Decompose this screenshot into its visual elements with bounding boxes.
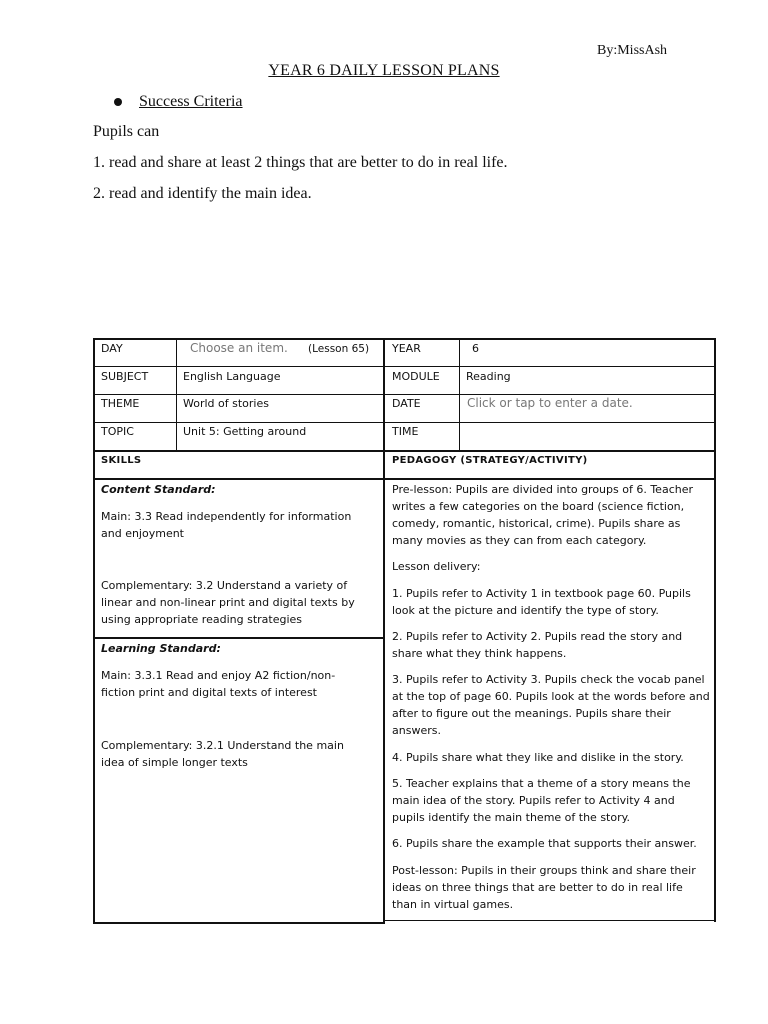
pedagogy-heading: PEDAGOGY (STRATEGY/ACTIVITY) bbox=[392, 455, 588, 466]
content-standard-label: Content Standard: bbox=[101, 483, 216, 496]
topic-label: TOPIC bbox=[101, 425, 134, 438]
skills-heading: SKILLS bbox=[101, 455, 142, 466]
learning-standard-label: Learning Standard: bbox=[101, 642, 221, 655]
day-select[interactable]: Choose an item. bbox=[190, 341, 288, 355]
topic-value: Unit 5: Getting around bbox=[183, 425, 307, 438]
year-label: YEAR bbox=[392, 342, 421, 355]
subject-label: SUBJECT bbox=[101, 370, 149, 383]
delivery-step-2: 2. Pupils refer to Activity 2. Pupils read the story and share what they think happens. bbox=[392, 630, 683, 660]
year-value: 6 bbox=[472, 342, 479, 355]
skills-divider bbox=[93, 637, 384, 639]
document-title: YEAR 6 DAILY LESSON PLANS bbox=[268, 62, 500, 79]
module-label: MODULE bbox=[392, 370, 440, 383]
theme-value: World of stories bbox=[183, 397, 269, 410]
delivery-step-5: 5. Teacher explains that a theme of a story means the main idea of the story. Pupils refer to Activity 4 and pupils identify the main theme of the story. bbox=[392, 777, 691, 824]
row-divider bbox=[93, 478, 716, 480]
module-value: Reading bbox=[466, 370, 511, 383]
criteria-item-2: 2. read and identify the main idea. bbox=[93, 185, 312, 202]
table-border-bottom-left bbox=[93, 922, 384, 924]
bullet-icon bbox=[114, 98, 122, 106]
table-border-right bbox=[714, 338, 716, 922]
learning-standard-main: Main: 3.3.1 Read and enjoy A2 fiction/non-fiction print and digital texts of interest bbox=[101, 669, 336, 699]
col-divider bbox=[459, 338, 460, 450]
lesson-number: (Lesson 65) bbox=[308, 343, 370, 355]
post-lesson: Post-lesson: Pupils in their groups think and share their ideas on three things that are better to do in real life than in virtual games. bbox=[392, 864, 696, 911]
table-border-left bbox=[93, 338, 95, 924]
lesson-delivery-label: Lesson delivery: bbox=[392, 560, 481, 573]
author-credit: By:MissAsh bbox=[597, 43, 668, 58]
theme-label: THEME bbox=[101, 397, 140, 410]
criteria-item-1: 1. read and share at least 2 things that are better to do in real life. bbox=[93, 154, 508, 171]
learning-standard-complementary: Complementary: 3.2.1 Understand the main idea of simple longer texts bbox=[101, 739, 344, 769]
col-divider bbox=[176, 338, 177, 450]
success-criteria-label: Success Criteria bbox=[139, 93, 243, 110]
col-divider bbox=[383, 338, 385, 924]
delivery-step-3: 3. Pupils refer to Activity 3. Pupils check the vocab panel at the top of page 60. Pupils look at the words before and after to figure out the meanings. Pupils share their answers. bbox=[392, 673, 710, 737]
delivery-step-1: 1. Pupils refer to Activity 1 in textbook page 60. Pupils look at the picture and identify the type of story. bbox=[392, 587, 691, 617]
date-picker[interactable]: Click or tap to enter a date. bbox=[467, 396, 633, 410]
row-divider bbox=[93, 366, 716, 367]
content-standard-main: Main: 3.3 Read independently for information and enjoyment bbox=[101, 510, 352, 540]
success-criteria-heading bbox=[114, 93, 243, 111]
criteria-intro: Pupils can bbox=[93, 123, 160, 140]
date-label: DATE bbox=[392, 397, 421, 410]
day-label: DAY bbox=[101, 342, 123, 355]
delivery-step-6: 6. Pupils share the example that supports their answer. bbox=[392, 837, 697, 850]
time-label: TIME bbox=[392, 425, 419, 438]
table-border-bottom-right bbox=[384, 920, 716, 921]
delivery-step-4: 4. Pupils share what they like and dislike in the story. bbox=[392, 751, 684, 764]
subject-value: English Language bbox=[183, 370, 281, 383]
pre-lesson: Pre-lesson: Pupils are divided into groups of 6. Teacher writes a few categories on the board (science fiction, comedy, romantic, historical, crime). Pupils share as many movies as they can from each category. bbox=[392, 483, 694, 547]
content-standard-complementary: Complementary: 3.2 Understand a variety of linear and non-linear print and digital texts by using appropriate reading strategies bbox=[101, 579, 355, 626]
